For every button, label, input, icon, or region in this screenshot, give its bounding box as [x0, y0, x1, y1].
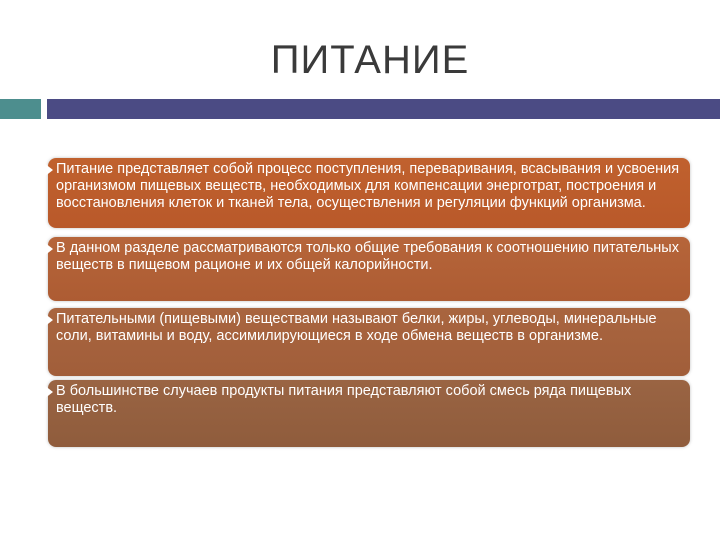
list-item-text: В большинстве случаев продукты питания представляют собой смесь ряда пищевых веществ. — [56, 383, 632, 416]
list-item — [48, 237, 690, 301]
list-item-text: В данном разделе рассматриваются только общие требования к соотношению питательных веществ в пищевом рационе и их общей калорийности. — [56, 240, 679, 273]
list-item — [48, 380, 690, 447]
bullet-arrow-icon — [44, 163, 53, 177]
bullet-arrow-icon — [44, 313, 53, 327]
list-item-text: Питательными (пищевыми) веществами называют белки, жиры, углеводы, минеральные соли, витамины и воду, ассимилирующиеся в ходе обмена веществ в организме. — [56, 311, 657, 344]
list-item — [48, 308, 690, 376]
list-item — [48, 158, 690, 228]
title-underline-bar — [47, 99, 720, 119]
slide-title: ПИТАНИЕ — [270, 38, 470, 82]
bullet-arrow-icon — [44, 385, 53, 399]
accent-bar — [0, 99, 41, 119]
list-item-text: Питание представляет собой процесс поступления, переваривания, всасывания и усвоения организмом пищевых веществ, необходимых для компенсации энерготрат, построения и восстановления клеток и тканей тела, осуществления и регуляции функций организма. — [56, 161, 680, 211]
bullet-arrow-icon — [44, 242, 53, 256]
